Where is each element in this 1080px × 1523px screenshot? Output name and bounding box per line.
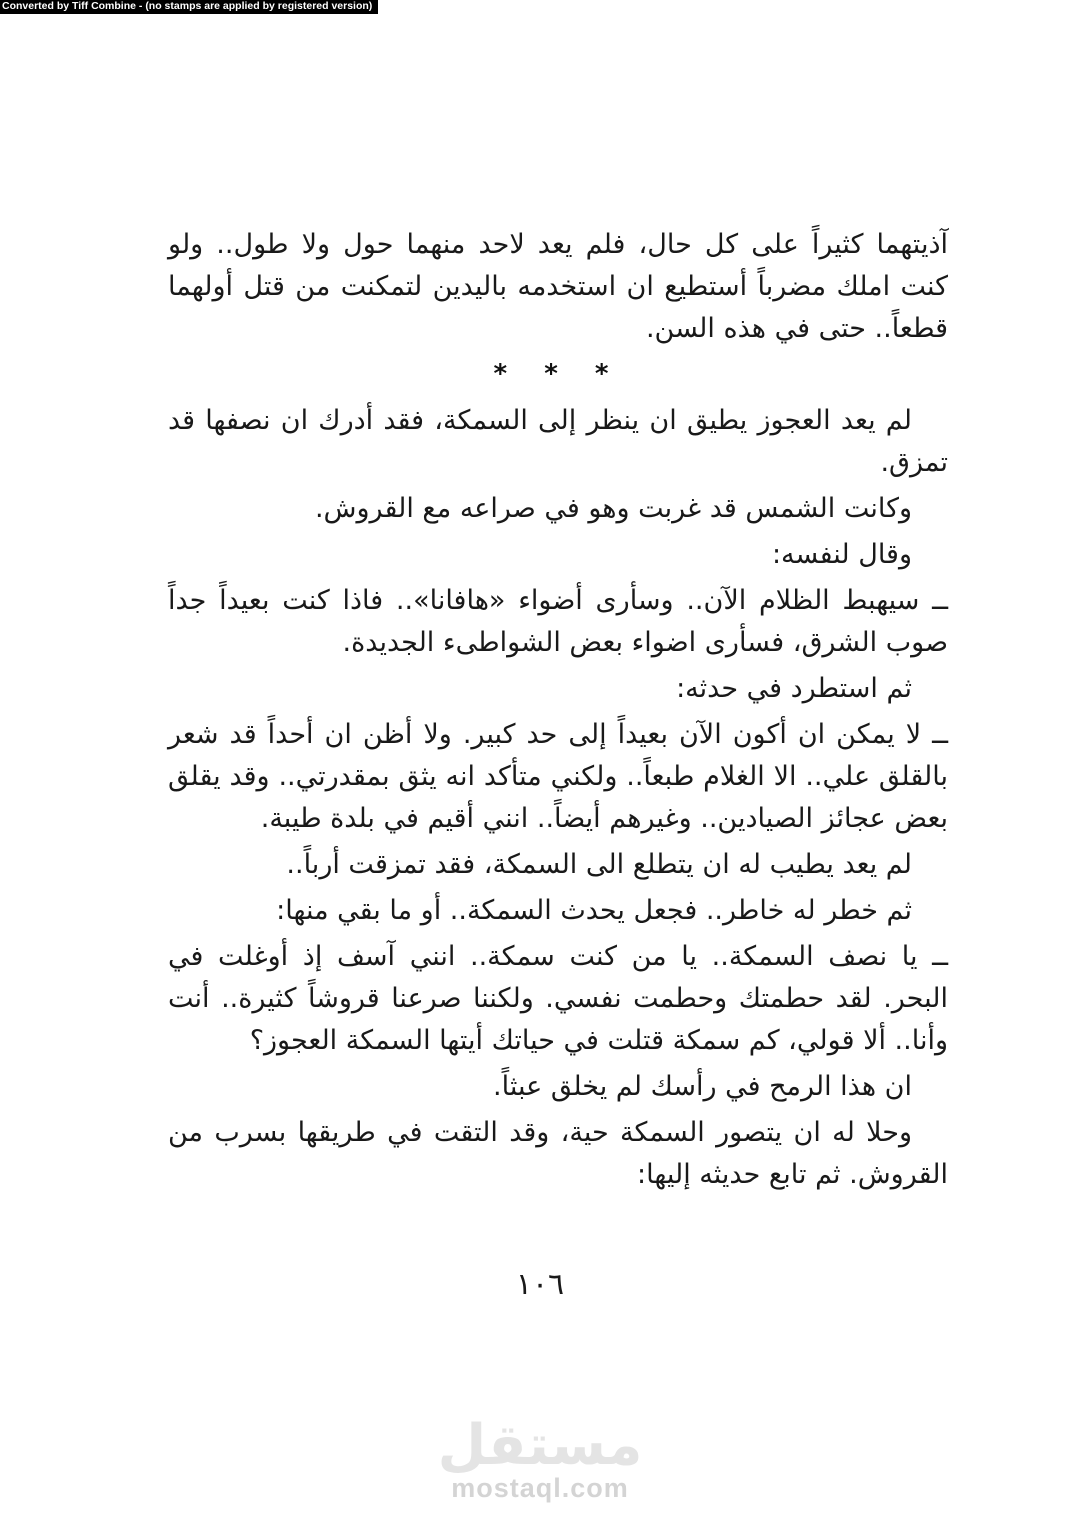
section-separator: * * *: [493, 359, 623, 389]
paragraph-8: ــ لا يمكن ان أكون الآن بعيداً إلى حد كبير. ولا أظن ان أحداً قد شعر بالقلق علي.. الا الغلام طبعاً.. ولكني متأكد انه يثق بمقدرتي.. وقد يقلق بعض عجائز الصيادين.. وغيرهم أيضاً.. انني أقيم في بلدة طيبة.: [168, 719, 948, 834]
paragraph-6: ــ سيهبط الظلام الآن.. وسأرى أضواء «هافانا».. فاذا كنت بعيداً جداً صوب الشرق، فسأرى اضواء بعض الشواطىء الجديدة.: [168, 585, 948, 658]
paragraph-7: ثم استطرد في حدثه:: [676, 673, 912, 704]
paragraph-5: وقال لنفسه:: [771, 539, 912, 570]
paragraph-10: ثم خطر له خاطر.. فجعل يحدث السمكة.. أو ما بقي منها:: [276, 895, 912, 926]
paragraph-3: لم يعد العجوز يطيق ان ينظر إلى السمكة، فقد أدرك ان نصفها قد تمزق.: [168, 405, 948, 478]
paragraph-11: ــ يا نصف السمكة.. يا من كنت سمكة.. انني آسف إذ أوغلت في البحر. لقد حطمتك وحطمت نفسي. ولكننا صرعنا قروشاً كثيرة.. أنت وأنا.. ألا قولي، كم سمكة قتلت في حياتك أيتها السمكة العجوز؟: [168, 941, 948, 1056]
paragraph-12: ان هذا الرمح في رأسك لم يخلق عبثاً.: [493, 1071, 912, 1102]
watermark-domain: mostaql.com: [451, 1473, 629, 1503]
paragraph-4: وكانت الشمس قد غربت وهو في صراعه مع القروش.: [314, 493, 912, 524]
page-number: ١٠٦: [515, 1267, 565, 1302]
conversion-header-bar: Converted by Tiff Combine - (no stamps are applied by registered version): [0, 0, 378, 14]
paragraph-9: لم يعد يطيب له ان يتطلع الى السمكة، فقد تمزقت أرباً..: [286, 849, 912, 880]
text-column: [168, 224, 948, 1200]
watermark: [0, 1413, 1080, 1503]
watermark-logo: مستقل: [437, 1413, 643, 1478]
paragraph-13: وحلا له ان يتصور السمكة حية، وقد التقت في طريقها بسرب من القروش. ثم تابع حديثه إليها:: [168, 1117, 948, 1190]
paragraph-1: آذيتهما كثيراً على كل حال، فلم يعد لاحد منهما حول ولا طول.. ولو كنت املك مضرباً أستطيع ان استخدمه باليدين لتمكنت من قتل أولهما قطعاً.. حتى في هذه السن.: [168, 229, 948, 344]
